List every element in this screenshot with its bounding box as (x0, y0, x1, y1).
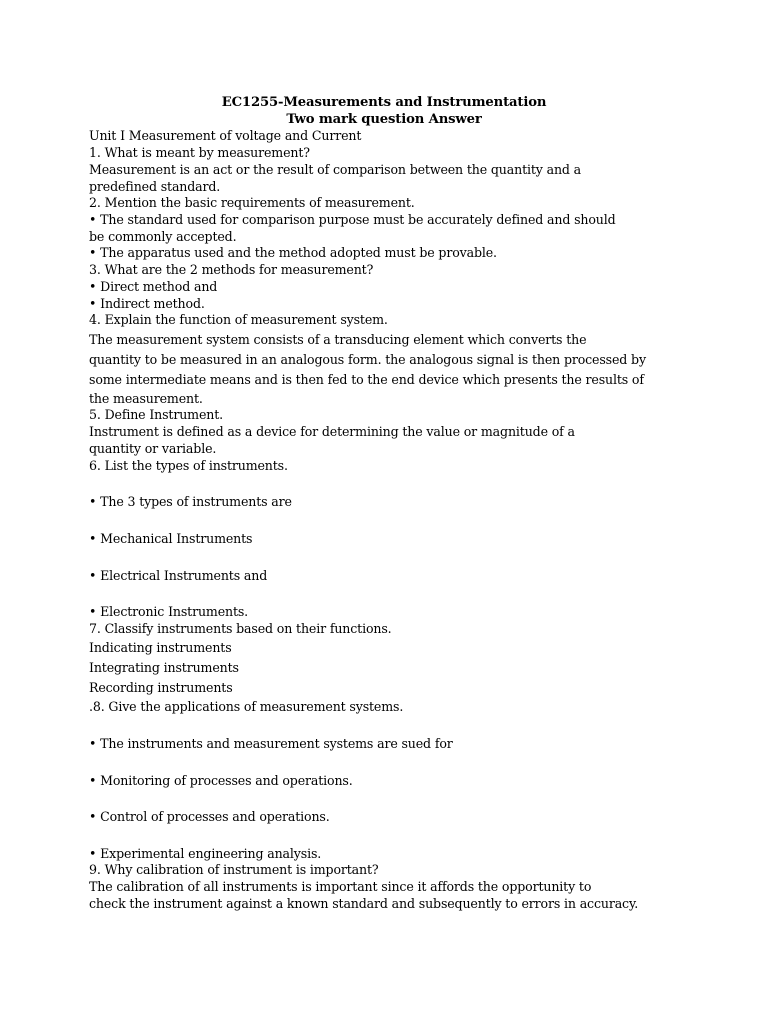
answer-9-line: The calibration of all instruments is important since it affords the opportunity to (89, 879, 592, 894)
answer-7-line: Recording instruments (89, 680, 233, 695)
answer-8-line: • The instruments and measurement systems are sued for (89, 736, 453, 751)
answer-6-line: • The 3 types of instruments are (89, 494, 292, 509)
answer-2-line: • The apparatus used and the method adopted must be provable. (89, 245, 497, 260)
answer-3-line: • Direct method and (89, 279, 218, 294)
question-7: 7. Classify instruments based on their functions. (89, 621, 392, 636)
question-2: 2. Mention the basic requirements of measurement. (89, 195, 415, 210)
answer-1-line: predefined standard. (89, 179, 221, 194)
question-8: .8. Give the applications of measurement systems. (89, 699, 404, 714)
answer-8-line: • Experimental engineering analysis. (89, 846, 322, 861)
answer-7-line: Indicating instruments (89, 640, 232, 655)
answer-7-line: Integrating instruments (89, 660, 239, 675)
answer-6-line: • Electrical Instruments and (89, 568, 268, 583)
answer-8-line: • Control of processes and operations. (89, 809, 330, 824)
answer-4-line: The measurement system consists of a transducing element which converts the (89, 332, 587, 347)
question-5: 5. Define Instrument. (89, 407, 223, 422)
document-title: EC1255-Measurements and Instrumentation (221, 95, 547, 110)
unit-heading: Unit I Measurement of voltage and Current (89, 128, 362, 143)
answer-1-line: Measurement is an act or the result of comparison between the quantity and a (89, 162, 582, 177)
question-1: 1. What is meant by measurement? (89, 145, 310, 160)
answer-6-line: • Mechanical Instruments (89, 531, 253, 546)
question-9: 9. Why calibration of instrument is important? (89, 862, 379, 877)
document-subtitle: Two mark question Answer (286, 112, 482, 127)
answer-4-line: the measurement. (89, 391, 203, 406)
answer-4-line: some intermediate means and is then fed to the end device which presents the results of (89, 372, 644, 387)
answer-8-line: • Monitoring of processes and operations. (89, 773, 353, 788)
question-4: 4. Explain the function of measurement system. (89, 312, 388, 327)
answer-5-line: Instrument is defined as a device for determining the value or magnitude of a (89, 424, 575, 439)
question-3: 3. What are the 2 methods for measurement? (89, 262, 374, 277)
answer-2-line: • The standard used for comparison purpose must be accurately defined and should (89, 212, 616, 227)
answer-3-line: • Indirect method. (89, 296, 205, 311)
answer-9-line: check the instrument against a known standard and subsequently to errors in accuracy. (89, 896, 639, 911)
answer-5-line: quantity or variable. (89, 441, 217, 456)
answer-2-line: be commonly accepted. (89, 229, 237, 244)
answer-4-line: quantity to be measured in an analogous form. the analogous signal is then processed by (89, 352, 646, 367)
question-6: 6. List the types of instruments. (89, 458, 288, 473)
answer-6-line: • Electronic Instruments. (89, 604, 249, 619)
